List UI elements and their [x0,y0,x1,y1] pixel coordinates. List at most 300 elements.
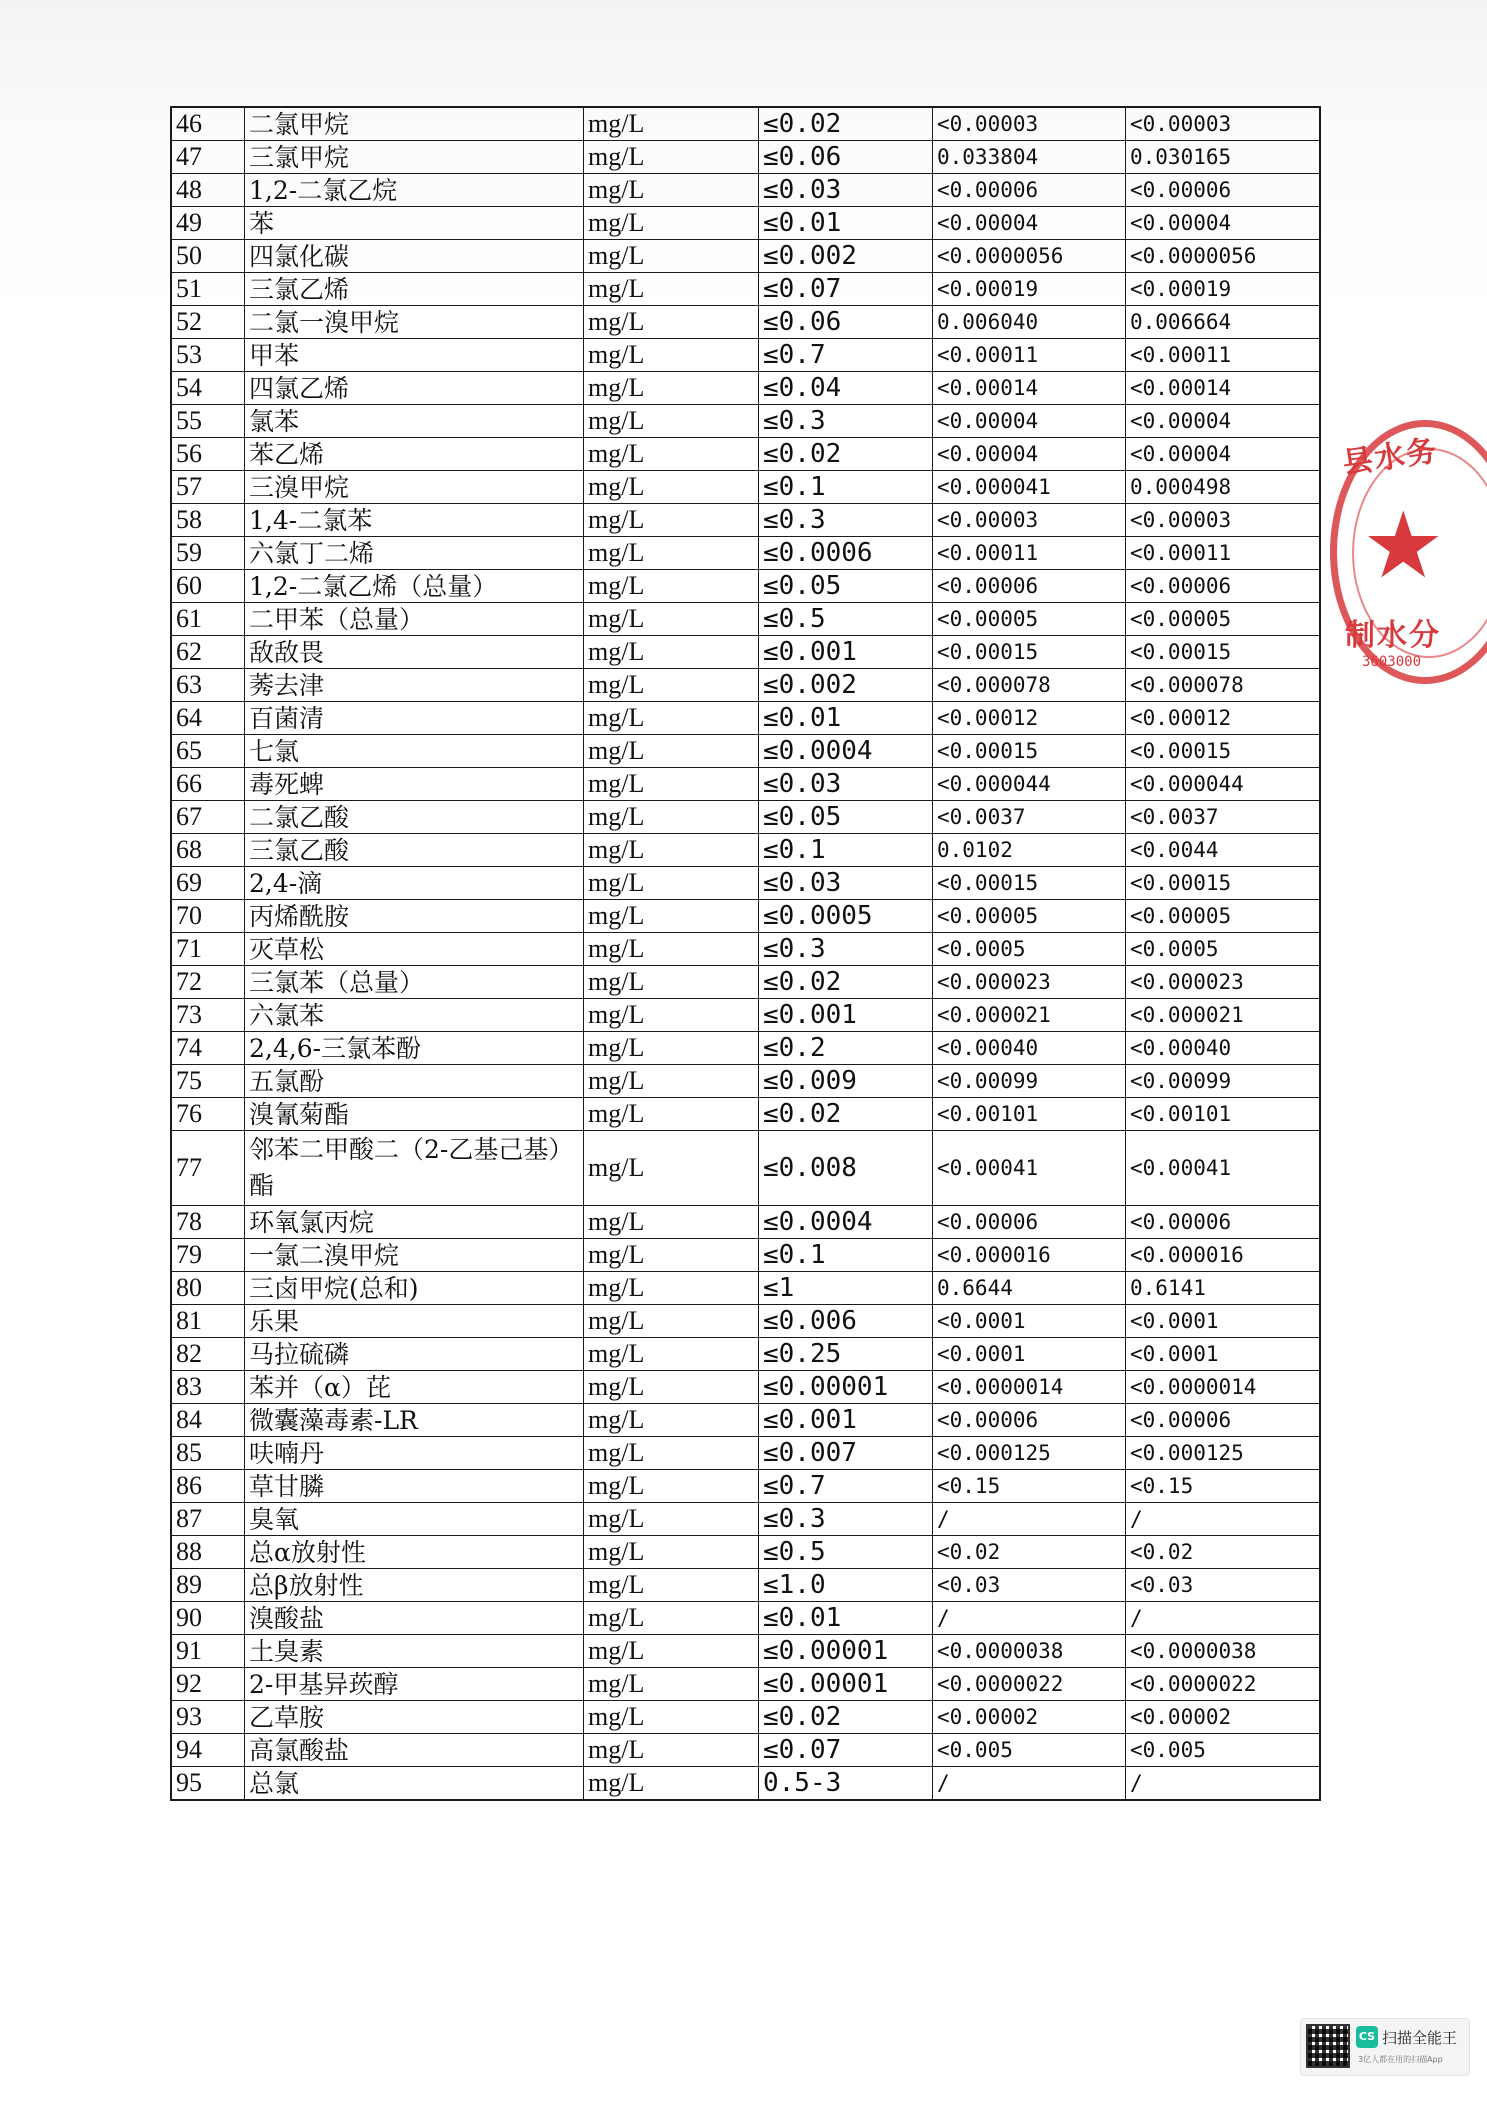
result-sample-2: <0.00006 [1126,1404,1321,1437]
standard-limit: ≤0.002 [759,240,933,273]
standard-limit: ≤0.008 [759,1131,933,1206]
item-name: 三氯甲烷 [245,141,584,174]
row-number: 95 [171,1767,245,1801]
result-sample-2: <0.15 [1126,1470,1321,1503]
row-number: 94 [171,1734,245,1767]
seal-text-top: 县水务 [1340,433,1441,482]
item-name: 溴氰菊酯 [245,1098,584,1131]
unit: mg/L [584,1239,759,1272]
standard-limit: ≤0.3 [759,405,933,438]
row-number: 50 [171,240,245,273]
result-sample-1: 0.0102 [933,834,1126,867]
item-name: 七氯 [245,735,584,768]
row-number: 77 [171,1131,245,1206]
result-sample-1: <0.000044 [933,768,1126,801]
standard-limit: 0.5-3 [759,1767,933,1801]
row-number: 55 [171,405,245,438]
item-name: 高氯酸盐 [245,1734,584,1767]
standard-limit: ≤0.02 [759,107,933,141]
table-row [171,867,1320,900]
standard-limit: ≤0.03 [759,867,933,900]
unit: mg/L [584,372,759,405]
unit: mg/L [584,1668,759,1701]
unit: mg/L [584,1098,759,1131]
result-sample-2: <0.00004 [1126,207,1321,240]
result-sample-2: 0.006664 [1126,306,1321,339]
table-row [171,570,1320,603]
water-quality-table [170,106,1321,1801]
unit: mg/L [584,1404,759,1437]
row-number: 59 [171,537,245,570]
result-sample-2: 0.030165 [1126,141,1321,174]
result-sample-2: <0.00006 [1126,1206,1321,1239]
standard-limit: ≤1 [759,1272,933,1305]
table-row [171,966,1320,999]
standard-limit: ≤0.07 [759,1734,933,1767]
result-sample-1: <0.000016 [933,1239,1126,1272]
result-sample-2: <0.00011 [1126,339,1321,372]
standard-limit: ≤0.006 [759,1305,933,1338]
standard-limit: ≤0.03 [759,174,933,207]
item-name: 2-甲基异莰醇 [245,1668,584,1701]
standard-limit: ≤0.03 [759,768,933,801]
unit: mg/L [584,603,759,636]
item-name: 苯 [245,207,584,240]
unit: mg/L [584,570,759,603]
row-number: 56 [171,438,245,471]
scanner-title: 扫描全能王 [1382,2029,1458,2047]
item-name: 苯乙烯 [245,438,584,471]
item-name: 微囊藻毒素-LR [245,1404,584,1437]
result-sample-2: <0.00015 [1126,636,1321,669]
item-name: 2,4-滴 [245,867,584,900]
row-number: 62 [171,636,245,669]
standard-limit: ≤0.0004 [759,735,933,768]
table-row [171,1701,1320,1734]
standard-limit: ≤0.1 [759,471,933,504]
result-sample-2: <0.0000056 [1126,240,1321,273]
result-sample-1: <0.00006 [933,570,1126,603]
item-name: 丙烯酰胺 [245,900,584,933]
row-number: 57 [171,471,245,504]
unit: mg/L [584,1371,759,1404]
item-name: 二甲苯（总量） [245,603,584,636]
table-row [171,702,1320,735]
unit: mg/L [584,438,759,471]
table-row [171,1272,1320,1305]
result-sample-2: <0.0000014 [1126,1371,1321,1404]
unit: mg/L [584,735,759,768]
unit: mg/L [584,768,759,801]
result-sample-1: 0.6644 [933,1272,1126,1305]
item-name: 总β放射性 [245,1569,584,1602]
standard-limit: ≤0.2 [759,1032,933,1065]
row-number: 54 [171,372,245,405]
result-sample-1: / [933,1767,1126,1801]
standard-limit: ≤0.002 [759,669,933,702]
row-number: 79 [171,1239,245,1272]
result-sample-1: <0.02 [933,1536,1126,1569]
standard-limit: ≤0.02 [759,1701,933,1734]
result-sample-1: <0.00015 [933,636,1126,669]
result-sample-1: <0.00015 [933,867,1126,900]
table-row [171,372,1320,405]
table-row [171,207,1320,240]
result-sample-1: <0.00004 [933,207,1126,240]
result-sample-2: <0.00099 [1126,1065,1321,1098]
table-row [171,471,1320,504]
table-row [171,1437,1320,1470]
table-row [171,1470,1320,1503]
item-name: 百菌清 [245,702,584,735]
result-sample-1: <0.0037 [933,801,1126,834]
row-number: 91 [171,1635,245,1668]
row-number: 48 [171,174,245,207]
table-row [171,1371,1320,1404]
row-number: 64 [171,702,245,735]
standard-limit: ≤0.3 [759,1503,933,1536]
result-sample-2: <0.02 [1126,1536,1321,1569]
result-sample-2: <0.0001 [1126,1338,1321,1371]
result-sample-1: <0.000078 [933,669,1126,702]
item-name: 三氯苯（总量） [245,966,584,999]
standard-limit: ≤0.009 [759,1065,933,1098]
row-number: 76 [171,1098,245,1131]
row-number: 89 [171,1569,245,1602]
table-row [171,339,1320,372]
item-name: 马拉硫磷 [245,1338,584,1371]
result-sample-1: <0.00004 [933,405,1126,438]
result-sample-1: <0.00006 [933,1404,1126,1437]
result-sample-1: <0.00019 [933,273,1126,306]
table-row [171,438,1320,471]
standard-limit: ≤0.00001 [759,1668,933,1701]
result-sample-1: <0.00005 [933,603,1126,636]
row-number: 83 [171,1371,245,1404]
unit: mg/L [584,405,759,438]
standard-limit: ≤0.0005 [759,900,933,933]
standard-limit: ≤0.001 [759,1404,933,1437]
table-row [171,107,1320,141]
standard-limit: ≤0.5 [759,603,933,636]
row-number: 52 [171,306,245,339]
table-row [171,933,1320,966]
item-name: 毒死蜱 [245,768,584,801]
unit: mg/L [584,1272,759,1305]
item-name: 敌敌畏 [245,636,584,669]
unit: mg/L [584,1701,759,1734]
table-row [171,1767,1320,1801]
row-number: 88 [171,1536,245,1569]
result-sample-1: <0.00002 [933,1701,1126,1734]
table-row [171,1305,1320,1338]
item-name: 总氯 [245,1767,584,1801]
result-sample-2: <0.00101 [1126,1098,1321,1131]
table-row [171,1065,1320,1098]
table-row [171,1098,1320,1131]
standard-limit: ≤0.02 [759,966,933,999]
table-row [171,801,1320,834]
row-number: 74 [171,1032,245,1065]
item-name: 呋喃丹 [245,1437,584,1470]
row-number: 60 [171,570,245,603]
row-number: 49 [171,207,245,240]
row-number: 67 [171,801,245,834]
row-number: 80 [171,1272,245,1305]
standard-limit: ≤0.0006 [759,537,933,570]
result-sample-1: <0.000125 [933,1437,1126,1470]
row-number: 51 [171,273,245,306]
result-sample-2: <0.00005 [1126,603,1321,636]
result-sample-1: <0.0000038 [933,1635,1126,1668]
result-sample-2: <0.00006 [1126,174,1321,207]
result-sample-2: 0.000498 [1126,471,1321,504]
result-sample-2: <0.0000022 [1126,1668,1321,1701]
table-row [171,1635,1320,1668]
unit: mg/L [584,240,759,273]
item-name: 甲苯 [245,339,584,372]
result-sample-1: 0.033804 [933,141,1126,174]
table-row [171,1536,1320,1569]
result-sample-1: <0.0000014 [933,1371,1126,1404]
item-name: 邻苯二甲酸二（2-乙基己基）酯 [245,1131,584,1206]
item-name: 三卤甲烷(总和) [245,1272,584,1305]
standard-limit: ≤0.06 [759,306,933,339]
result-sample-2: <0.00015 [1126,735,1321,768]
item-name: 2,4,6-三氯苯酚 [245,1032,584,1065]
unit: mg/L [584,471,759,504]
item-name: 苯并（α）芘 [245,1371,584,1404]
result-sample-1: <0.00003 [933,107,1126,141]
table-row [171,1239,1320,1272]
row-number: 46 [171,107,245,141]
item-name: 氯苯 [245,405,584,438]
unit: mg/L [584,1470,759,1503]
unit: mg/L [584,933,759,966]
row-number: 53 [171,339,245,372]
result-sample-1: <0.0000056 [933,240,1126,273]
unit: mg/L [584,306,759,339]
result-sample-2: 0.6141 [1126,1272,1321,1305]
unit: mg/L [584,174,759,207]
standard-limit: ≤0.3 [759,933,933,966]
result-sample-2: <0.00006 [1126,570,1321,603]
result-sample-2: / [1126,1503,1321,1536]
result-sample-2: <0.00002 [1126,1701,1321,1734]
standard-limit: ≤0.1 [759,834,933,867]
table-row [171,504,1320,537]
unit: mg/L [584,669,759,702]
result-sample-1: <0.000021 [933,999,1126,1032]
table-row [171,1032,1320,1065]
result-sample-2: <0.00040 [1126,1032,1321,1065]
result-sample-2: <0.03 [1126,1569,1321,1602]
item-name: 乐果 [245,1305,584,1338]
unit: mg/L [584,1734,759,1767]
result-sample-2: <0.00004 [1126,405,1321,438]
table-row [171,669,1320,702]
item-name: 六氯丁二烯 [245,537,584,570]
star-icon: ★ [1362,492,1445,599]
result-sample-1: <0.00101 [933,1098,1126,1131]
item-name: 四氯化碳 [245,240,584,273]
unit: mg/L [584,702,759,735]
unit: mg/L [584,834,759,867]
result-sample-1: / [933,1503,1126,1536]
unit: mg/L [584,1536,759,1569]
standard-limit: ≤0.001 [759,636,933,669]
item-name: 三溴甲烷 [245,471,584,504]
result-sample-1: <0.15 [933,1470,1126,1503]
table-row [171,603,1320,636]
result-sample-2: <0.00014 [1126,372,1321,405]
item-name: 1,2-二氯乙烷 [245,174,584,207]
item-name: 二氯一溴甲烷 [245,306,584,339]
table-row [171,834,1320,867]
row-number: 75 [171,1065,245,1098]
row-number: 66 [171,768,245,801]
unit: mg/L [584,1602,759,1635]
result-sample-2: <0.00003 [1126,504,1321,537]
standard-limit: ≤0.04 [759,372,933,405]
table-row [171,141,1320,174]
unit: mg/L [584,801,759,834]
standard-limit: ≤0.06 [759,141,933,174]
row-number: 65 [171,735,245,768]
row-number: 63 [171,669,245,702]
result-sample-2: <0.00019 [1126,273,1321,306]
standard-limit: ≤0.02 [759,438,933,471]
qr-code-icon [1306,2024,1350,2068]
unit: mg/L [584,504,759,537]
result-sample-1: <0.0000022 [933,1668,1126,1701]
result-sample-2: <0.000078 [1126,669,1321,702]
table-row [171,306,1320,339]
result-sample-2: <0.000016 [1126,1239,1321,1272]
result-sample-2: <0.00003 [1126,107,1321,141]
result-sample-2: <0.0000038 [1126,1635,1321,1668]
result-sample-1: <0.00012 [933,702,1126,735]
result-sample-1: <0.00005 [933,900,1126,933]
result-sample-2: <0.00004 [1126,438,1321,471]
row-number: 69 [171,867,245,900]
row-number: 85 [171,1437,245,1470]
row-number: 81 [171,1305,245,1338]
result-sample-2: <0.000044 [1126,768,1321,801]
item-name: 三氯乙烯 [245,273,584,306]
result-sample-2: <0.00015 [1126,867,1321,900]
item-name: 一氯二溴甲烷 [245,1239,584,1272]
standard-limit: ≤0.01 [759,1602,933,1635]
item-name: 溴酸盐 [245,1602,584,1635]
item-name: 草甘膦 [245,1470,584,1503]
camscanner-logo-icon: CS [1356,2026,1378,2048]
standard-limit: ≤0.7 [759,339,933,372]
result-sample-1: / [933,1602,1126,1635]
unit: mg/L [584,107,759,141]
table-row [171,999,1320,1032]
unit: mg/L [584,1338,759,1371]
result-sample-2: <0.000125 [1126,1437,1321,1470]
result-sample-1: <0.00006 [933,1206,1126,1239]
result-sample-2: <0.0001 [1126,1305,1321,1338]
unit: mg/L [584,636,759,669]
result-sample-1: <0.00011 [933,537,1126,570]
unit: mg/L [584,999,759,1032]
row-number: 72 [171,966,245,999]
table-row [171,636,1320,669]
table-row [171,405,1320,438]
item-name: 四氯乙烯 [245,372,584,405]
unit: mg/L [584,1437,759,1470]
unit: mg/L [584,1032,759,1065]
item-name: 环氧氯丙烷 [245,1206,584,1239]
row-number: 78 [171,1206,245,1239]
standard-limit: ≤0.7 [759,1470,933,1503]
unit: mg/L [584,1503,759,1536]
table-row [171,1602,1320,1635]
standard-limit: ≤0.00001 [759,1371,933,1404]
standard-limit: ≤0.05 [759,801,933,834]
result-sample-1: <0.0001 [933,1305,1126,1338]
row-number: 47 [171,141,245,174]
standard-limit: ≤0.01 [759,207,933,240]
unit: mg/L [584,1569,759,1602]
item-name: 臭氧 [245,1503,584,1536]
table-row [171,1404,1320,1437]
row-number: 86 [171,1470,245,1503]
seal-text-bottom: 制水分 [1345,618,1441,653]
result-sample-1: <0.00014 [933,372,1126,405]
table-row [171,1569,1320,1602]
item-name: 五氯酚 [245,1065,584,1098]
result-sample-2: <0.00041 [1126,1131,1321,1206]
item-name: 总α放射性 [245,1536,584,1569]
result-sample-1: <0.00004 [933,438,1126,471]
standard-limit: ≤1.0 [759,1569,933,1602]
table-row [171,273,1320,306]
standard-limit: ≤0.05 [759,570,933,603]
item-name: 灭草松 [245,933,584,966]
seal-code: 3603000 [1362,654,1422,670]
row-number: 87 [171,1503,245,1536]
standard-limit: ≤0.01 [759,702,933,735]
result-sample-2: <0.0044 [1126,834,1321,867]
item-name: 六氯苯 [245,999,584,1032]
row-number: 90 [171,1602,245,1635]
standard-limit: ≤0.07 [759,273,933,306]
item-name: 三氯乙酸 [245,834,584,867]
standard-limit: ≤0.00001 [759,1635,933,1668]
table-row [171,174,1320,207]
unit: mg/L [584,1065,759,1098]
unit: mg/L [584,867,759,900]
unit: mg/L [584,1206,759,1239]
row-number: 82 [171,1338,245,1371]
result-sample-1: <0.00099 [933,1065,1126,1098]
result-sample-1: <0.0001 [933,1338,1126,1371]
result-sample-2: / [1126,1602,1321,1635]
unit: mg/L [584,141,759,174]
result-sample-1: <0.00006 [933,174,1126,207]
result-sample-1: <0.00041 [933,1131,1126,1206]
standard-limit: ≤0.02 [759,1098,933,1131]
row-number: 68 [171,834,245,867]
result-sample-2: <0.000023 [1126,966,1321,999]
unit: mg/L [584,1767,759,1801]
table-row [171,1668,1320,1701]
table-row [171,1338,1320,1371]
